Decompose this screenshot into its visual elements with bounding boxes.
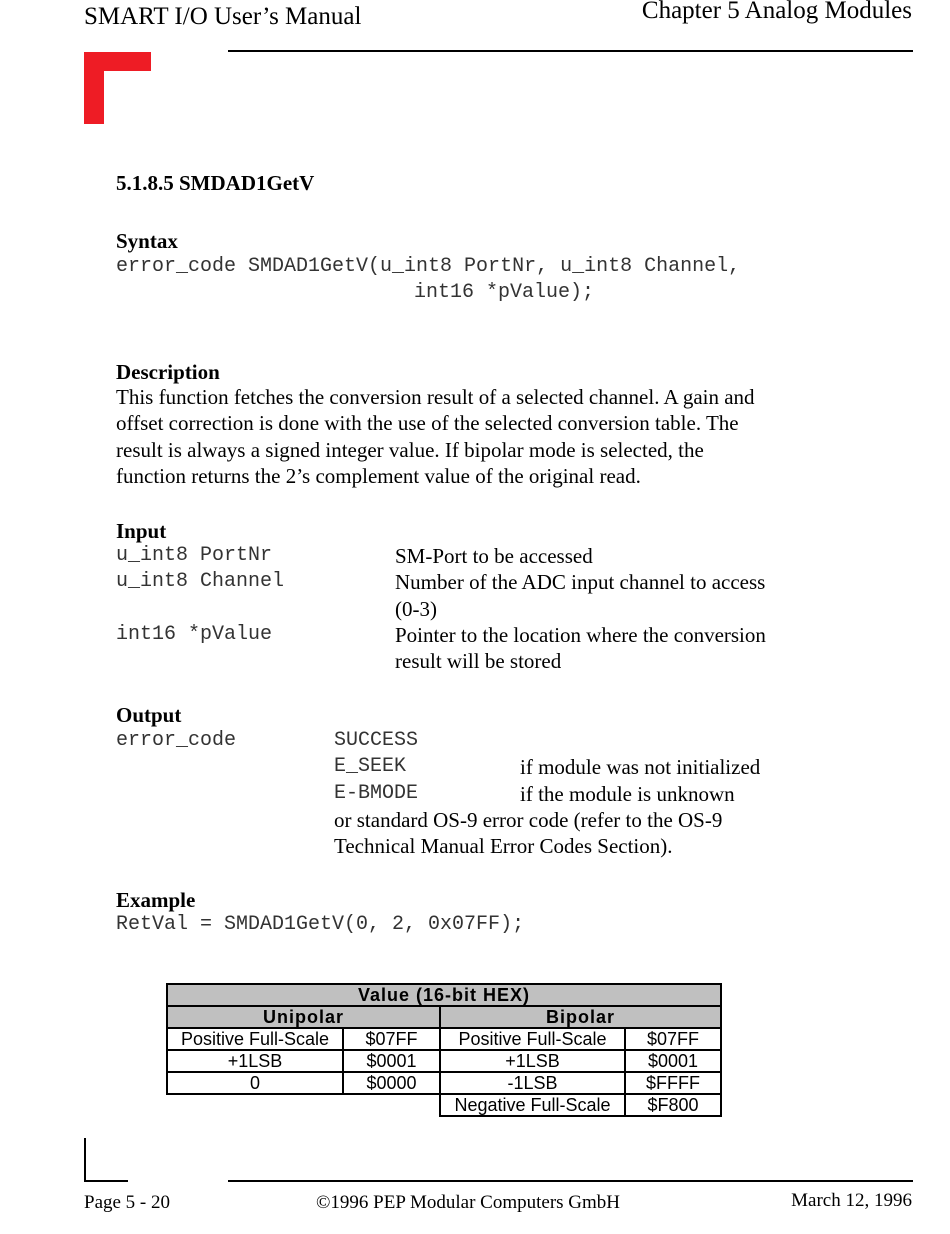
bipolar-value: $FFFF <box>625 1072 721 1094</box>
bipolar-label: Positive Full-Scale <box>440 1028 625 1050</box>
input-desc-portnr: SM-Port to be accessed <box>395 544 593 568</box>
output-desc-ebmode: if the module is unknown <box>520 782 735 806</box>
unipolar-label: +1LSB <box>167 1050 343 1072</box>
input-desc-channel: Number of the ADC input channel to access <box>395 570 766 594</box>
output-code-success: SUCCESS <box>334 729 419 752</box>
unipolar-value: $0000 <box>343 1072 440 1094</box>
bipolar-label: Negative Full-Scale <box>440 1094 625 1116</box>
input-param-portnr: u_int8 PortNr <box>116 544 273 567</box>
example-heading: Example <box>116 888 196 912</box>
copyright: ©1996 PEP Modular Computers GmbH <box>316 1192 621 1213</box>
example-code: RetVal = SMDAD1GetV(0, 2, 0x07FF); <box>116 913 525 936</box>
chapter-title: Chapter 5 Analog Modules <box>641 0 912 24</box>
input-desc-channel-cont: (0-3) <box>395 597 437 621</box>
description-line: result is always a signed integer value. If bipolar mode is selected, the <box>116 438 704 462</box>
empty-cell <box>343 1094 440 1116</box>
unipolar-label: 0 <box>167 1072 343 1094</box>
value-table <box>166 983 722 1117</box>
output-note-line-2: Technical Manual Error Codes Section). <box>334 834 673 858</box>
table-row <box>167 1050 721 1072</box>
page-number: Page 5 - 20 <box>84 1192 171 1213</box>
bipolar-label: -1LSB <box>440 1072 625 1094</box>
table-row <box>167 1094 721 1116</box>
output-note-line-1: or standard OS-9 error code (refer to the OS-9 <box>334 808 723 832</box>
input-param-pvalue: int16 *pValue <box>116 623 273 646</box>
bipolar-label: +1LSB <box>440 1050 625 1072</box>
bipolar-value: $0001 <box>625 1050 721 1072</box>
unipolar-value: $07FF <box>343 1028 440 1050</box>
output-code-eseek: E_SEEK <box>334 755 407 778</box>
footer-corner-mark-horizontal <box>84 1180 128 1182</box>
syntax-heading: Syntax <box>116 229 178 253</box>
red-corner-mark-vertical <box>84 52 104 124</box>
unipolar-label: Positive Full-Scale <box>167 1028 343 1050</box>
output-code-ebmode: E-BMODE <box>334 782 419 805</box>
description-heading: Description <box>116 360 220 384</box>
unipolar-header: Unipolar <box>167 1006 440 1028</box>
output-desc-eseek: if module was not initialized <box>520 755 761 779</box>
description-line: function returns the 2’s complement value of the original read. <box>116 464 641 488</box>
input-desc-pvalue: Pointer to the location where the conversion <box>395 623 766 647</box>
table-header-row <box>167 1006 721 1028</box>
output-heading: Output <box>116 703 182 727</box>
unipolar-value: $0001 <box>343 1050 440 1072</box>
output-type: error_code <box>116 729 237 752</box>
syntax-line-2: int16 *pValue); <box>414 281 595 304</box>
input-heading: Input <box>116 519 167 543</box>
section-title: 5.1.8.5 SMDAD1GetV <box>116 171 315 195</box>
footer-rule <box>228 1180 913 1182</box>
description-line: This function fetches the conversion result of a selected channel. A gain and <box>116 385 755 409</box>
bipolar-value: $F800 <box>625 1094 721 1116</box>
manual-title: SMART I/O User’s Manual <box>84 3 362 30</box>
footer-corner-mark <box>84 1138 86 1182</box>
syntax-line-1: error_code SMDAD1GetV(u_int8 PortNr, u_int8 Channel, <box>116 255 741 278</box>
footer-date: March 12, 1996 <box>791 1190 912 1211</box>
table-row <box>167 1072 721 1094</box>
empty-cell <box>167 1094 343 1116</box>
input-param-channel: u_int8 Channel <box>116 570 285 593</box>
description-line: offset correction is done with the use of the selected conversion table. The <box>116 411 739 435</box>
table-title: Value (16-bit HEX) <box>167 984 721 1006</box>
bipolar-header: Bipolar <box>440 1006 721 1028</box>
input-desc-pvalue-cont: result will be stored <box>395 649 562 673</box>
header-rule <box>228 50 913 52</box>
bipolar-value: $07FF <box>625 1028 721 1050</box>
table-title-row <box>167 984 721 1006</box>
table-row <box>167 1028 721 1050</box>
